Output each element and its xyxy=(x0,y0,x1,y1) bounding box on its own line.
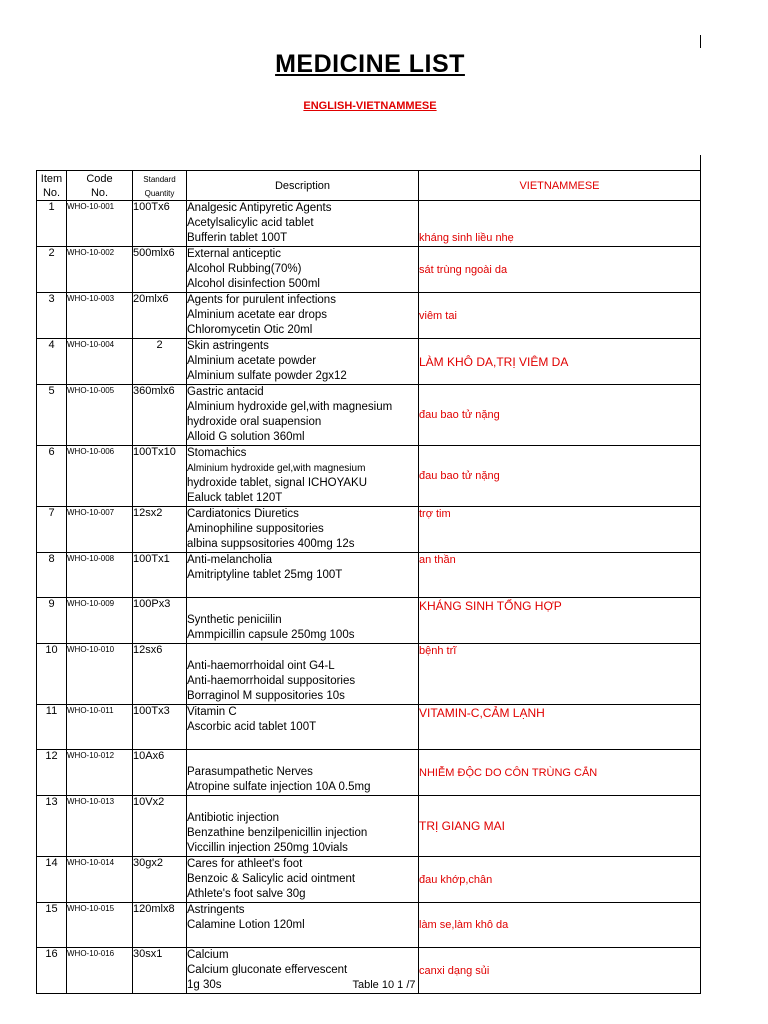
description-cell xyxy=(187,293,419,339)
description-line: Alloid G solution 360ml xyxy=(187,431,305,443)
code-cell: WHO-10-005 xyxy=(67,385,133,446)
table-row xyxy=(37,385,701,446)
code-cell: WHO-10-003 xyxy=(67,293,133,339)
description-line: Alminium hydroxide gel,with magnesium xyxy=(187,401,393,413)
code-cell: WHO-10-004 xyxy=(67,339,133,385)
code-cell: WHO-10-006 xyxy=(67,446,133,507)
description-cell xyxy=(187,705,419,750)
quantity-cell: 30gx2 xyxy=(133,857,187,903)
table-row xyxy=(37,201,701,247)
item-number-cell: 11 xyxy=(37,705,67,750)
description-line: Gastric antacid xyxy=(187,386,264,398)
code-cell: WHO-10-013 xyxy=(67,796,133,857)
vietnamese-cell: kháng sinh liều nhẹ xyxy=(419,201,701,247)
description-line: Bufferin tablet 100T xyxy=(187,232,288,244)
description-cell xyxy=(187,750,419,796)
page-footer: Table 10 1 /7 xyxy=(352,979,416,991)
item-number-cell: 1 xyxy=(37,201,67,247)
description-line: hydroxide tablet, signal ICHOYAKU xyxy=(187,477,368,489)
code-cell: WHO-10-008 xyxy=(67,553,133,598)
item-number-cell: 7 xyxy=(37,507,67,553)
description-line: Benzathine benzilpenicillin injection xyxy=(187,827,368,839)
quantity-cell: 100Tx10 xyxy=(133,446,187,507)
vietnamese-cell: bệnh trĩ xyxy=(419,644,701,705)
quantity-cell: 10Ax6 xyxy=(133,750,187,796)
header-vietnamese: VIETNAMMESE xyxy=(419,171,701,201)
item-number-cell: 3 xyxy=(37,293,67,339)
description-line: Anti-haemorrhoidal suppositories xyxy=(187,675,356,687)
description-cell xyxy=(187,857,419,903)
description-cell xyxy=(187,446,419,507)
description-line: Synthetic peniciilin xyxy=(187,614,282,626)
description-line: Stomachics xyxy=(187,447,247,459)
description-line: Amitriptyline tablet 25mg 100T xyxy=(187,569,343,581)
table-row xyxy=(37,750,701,796)
description-line: albina suppsositories 400mg 12s xyxy=(187,538,355,550)
right-edge-mark xyxy=(700,155,701,171)
table-row xyxy=(37,293,701,339)
code-cell: WHO-10-015 xyxy=(67,903,133,948)
table-row xyxy=(37,507,701,553)
vietnamese-cell: LÀM KHÔ DA,TRỊ VIÊM DA xyxy=(419,339,701,385)
item-number-cell: 16 xyxy=(37,948,67,994)
vietnamese-cell: đau khớp,chân xyxy=(419,857,701,903)
description-line: Atropine sulfate injection 10A 0.5mg xyxy=(187,781,371,793)
description-line: Benzoic & Salicylic acid ointment xyxy=(187,873,356,885)
header-item-no: Item No. xyxy=(37,171,67,201)
quantity-cell: 500mlx6 xyxy=(133,247,187,293)
code-cell: WHO-10-016 xyxy=(67,948,133,994)
description-line: 1g 30s xyxy=(187,979,222,991)
description-line: Cares for athleet's foot xyxy=(187,858,303,870)
quantity-cell: 100Tx6 xyxy=(133,201,187,247)
page-title: MEDICINE LIST xyxy=(275,50,465,78)
code-cell: WHO-10-009 xyxy=(67,598,133,644)
medicine-table xyxy=(36,170,701,994)
description-line: Calamine Lotion 120ml xyxy=(187,919,305,931)
description-line: Athlete's foot salve 30g xyxy=(187,888,306,900)
table-row xyxy=(37,644,701,705)
vietnamese-cell: đau bao tử nặng xyxy=(419,446,701,507)
description-line: Viccillin injection 250mg 10vials xyxy=(187,842,348,854)
item-number-cell: 6 xyxy=(37,446,67,507)
description-line: Borraginol M suppositories 10s xyxy=(187,690,345,702)
description-line: Skin astringents xyxy=(187,340,269,352)
code-cell: WHO-10-007 xyxy=(67,507,133,553)
description-line: Alminium hydroxide gel,with magnesium xyxy=(187,463,366,474)
quantity-cell: 30sx1 xyxy=(133,948,187,994)
description-cell xyxy=(187,385,419,446)
description-line: Anti-melancholia xyxy=(187,554,273,566)
table-row xyxy=(37,446,701,507)
table-row xyxy=(37,796,701,857)
quantity-cell: 12sx6 xyxy=(133,644,187,705)
description-cell xyxy=(187,796,419,857)
code-cell: WHO-10-012 xyxy=(67,750,133,796)
vietnamese-cell: TRỊ GIANG MAI xyxy=(419,796,701,857)
vietnamese-cell: viêm tai xyxy=(419,293,701,339)
vietnamese-cell: trợ tim xyxy=(419,507,701,553)
description-line: Aminophiline suppositories xyxy=(187,523,324,535)
description-line: External anticeptic xyxy=(187,248,281,260)
description-line: Alcohol disinfection 500ml xyxy=(187,278,320,290)
description-cell xyxy=(187,201,419,247)
description-line: Vitamin C xyxy=(187,706,237,718)
quantity-cell: 100Px3 xyxy=(133,598,187,644)
description-line: Chloromycetin Otic 20ml xyxy=(187,324,313,336)
quantity-cell: 2 xyxy=(133,339,187,385)
item-number-cell: 10 xyxy=(37,644,67,705)
vietnamese-cell: KHÁNG SINH TỔNG HỢP xyxy=(419,598,701,644)
description-line: Alminium acetate ear drops xyxy=(187,309,327,321)
item-number-cell: 8 xyxy=(37,553,67,598)
description-cell xyxy=(187,247,419,293)
description-line: Calcium xyxy=(187,949,229,961)
code-cell: WHO-10-002 xyxy=(67,247,133,293)
description-line: Acetylsalicylic acid tablet xyxy=(187,217,314,229)
table-row xyxy=(37,247,701,293)
item-number-cell: 12 xyxy=(37,750,67,796)
description-line: Calcium gluconate effervescent xyxy=(187,964,348,976)
item-number-cell: 13 xyxy=(37,796,67,857)
vietnamese-cell: NHIỄM ĐỘC DO CÔN TRÙNG CẮN xyxy=(419,750,701,796)
quantity-cell: 10Vx2 xyxy=(133,796,187,857)
table-row xyxy=(37,857,701,903)
quantity-cell: 100Tx1 xyxy=(133,553,187,598)
quantity-cell: 20mlx6 xyxy=(133,293,187,339)
description-line: Alminium acetate powder xyxy=(187,355,317,367)
vietnamese-cell: sát trùng ngoài da xyxy=(419,247,701,293)
description-line: Analgesic Antipyretic Agents xyxy=(187,202,332,214)
description-line: Alminium sulfate powder 2gx12 xyxy=(187,370,347,382)
description-line: hydroxide oral suapension xyxy=(187,416,322,428)
table-row xyxy=(37,903,701,948)
item-number-cell: 9 xyxy=(37,598,67,644)
item-number-cell: 14 xyxy=(37,857,67,903)
table-row xyxy=(37,339,701,385)
vietnamese-cell: an thần xyxy=(419,553,701,598)
vietnamese-cell: làm se,làm khô da xyxy=(419,903,701,948)
vietnamese-cell: canxi dạng sủi xyxy=(419,948,701,994)
description-cell xyxy=(187,598,419,644)
table-row xyxy=(37,598,701,644)
header-description: Description xyxy=(187,171,419,201)
item-number-cell: 4 xyxy=(37,339,67,385)
description-line: Antibiotic injection xyxy=(187,812,280,824)
description-line: Alcohol Rubbing(70%) xyxy=(187,263,302,275)
description-line: Parasumpathetic Nerves xyxy=(187,766,313,778)
description-cell xyxy=(187,553,419,598)
description-cell xyxy=(187,644,419,705)
code-cell: WHO-10-001 xyxy=(67,201,133,247)
table-row xyxy=(37,705,701,750)
description-line: Ascorbic acid tablet 100T xyxy=(187,721,317,733)
vietnamese-cell: đau bao tử nặng xyxy=(419,385,701,446)
code-cell: WHO-10-011 xyxy=(67,705,133,750)
header-standard-quantity: Standard Quantity xyxy=(133,171,187,201)
top-right-edge-mark xyxy=(700,35,701,48)
code-cell: WHO-10-014 xyxy=(67,857,133,903)
code-cell: WHO-10-010 xyxy=(67,644,133,705)
description-cell xyxy=(187,339,419,385)
table-header-row xyxy=(37,171,701,201)
vietnamese-cell: VITAMIN-C,CẢM LẠNH xyxy=(419,705,701,750)
header-code-no: Code No. xyxy=(67,171,133,201)
description-line: Cardiatonics Diuretics xyxy=(187,508,299,520)
description-cell xyxy=(187,507,419,553)
description-line: Anti-haemorrhoidal oint G4-L xyxy=(187,660,335,672)
description-line: Agents for purulent infections xyxy=(187,294,336,306)
description-line: Ealuck tablet 120T xyxy=(187,492,283,504)
page-subtitle: ENGLISH-VIETNAMMESE xyxy=(303,100,437,112)
description-line: Ammpicillin capsule 250mg 100s xyxy=(187,629,355,641)
description-cell xyxy=(187,903,419,948)
item-number-cell: 15 xyxy=(37,903,67,948)
table-row xyxy=(37,553,701,598)
item-number-cell: 5 xyxy=(37,385,67,446)
quantity-cell: 360mlx6 xyxy=(133,385,187,446)
quantity-cell: 12sx2 xyxy=(133,507,187,553)
quantity-cell: 100Tx3 xyxy=(133,705,187,750)
item-number-cell: 2 xyxy=(37,247,67,293)
quantity-cell: 120mlx8 xyxy=(133,903,187,948)
description-line: Astringents xyxy=(187,904,245,916)
